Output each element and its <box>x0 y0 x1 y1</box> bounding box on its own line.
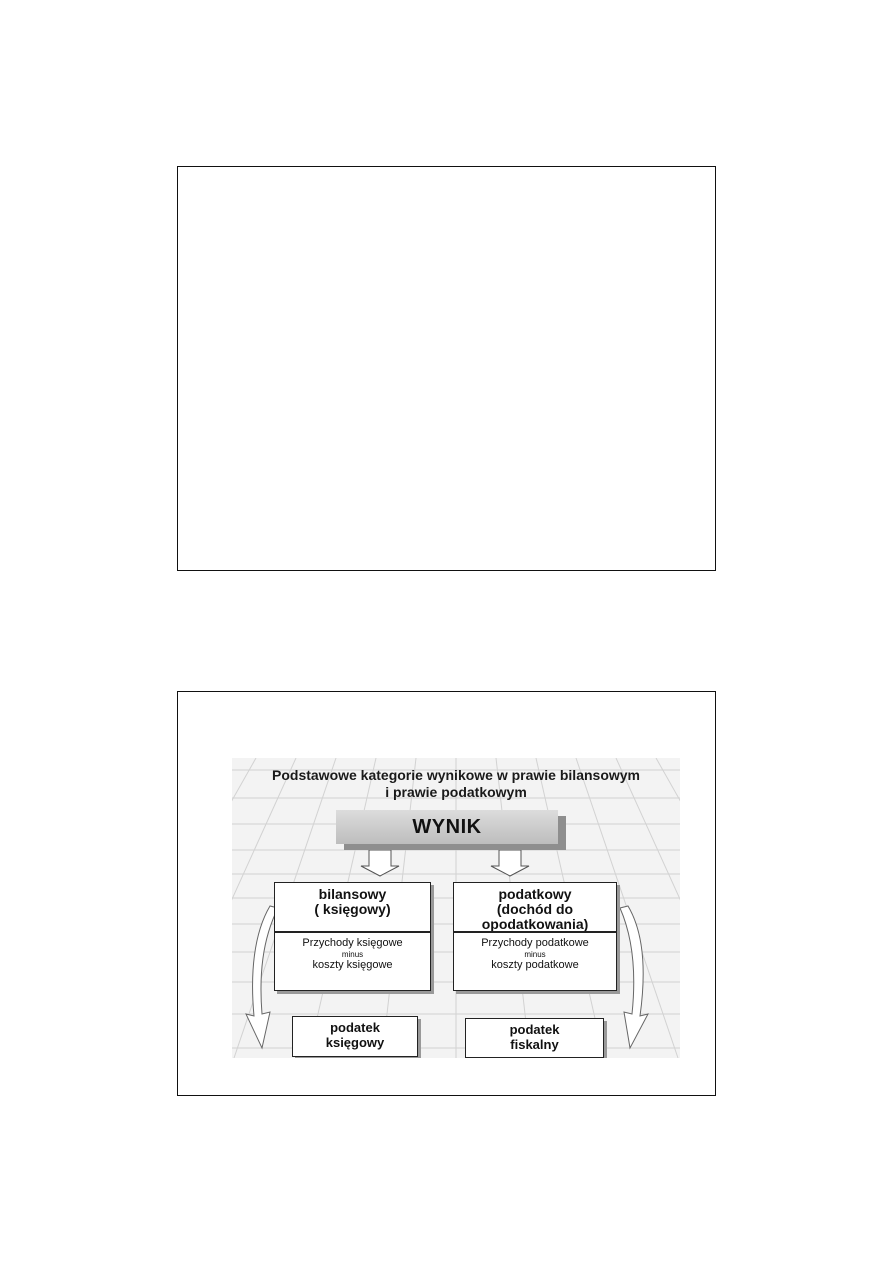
tax-result-sublabel-2: opodatkowania) <box>481 916 589 932</box>
down-arrow-icon <box>361 850 399 876</box>
curved-right-arrow-icon <box>620 906 648 1048</box>
balance-minus-label: minus <box>341 950 364 959</box>
tax-minus-label: minus <box>524 950 546 959</box>
balance-calculation-box <box>274 932 431 991</box>
balance-costs-label: koszty księgowe <box>312 959 393 971</box>
tax-result-sublabel-1: (dochód do <box>496 901 574 917</box>
diagram-title-line1: Podstawowe kategorie wynikowe w prawie bilansowym <box>272 767 640 783</box>
accounting-tax-label-1: podatek <box>330 1020 380 1035</box>
balance-result-label: bilansowy <box>318 886 387 902</box>
tax-result-label: podatkowy <box>498 886 572 902</box>
fiscal-tax-box <box>465 1018 604 1058</box>
tax-revenue-label: Przychody podatkowe <box>481 937 589 949</box>
accounting-tax-label-2: księgowy <box>325 1035 385 1050</box>
result-categories-diagram <box>232 758 680 1058</box>
balance-revenue-label: Przychody księgowe <box>302 937 403 949</box>
blank-slide-frame <box>177 166 716 571</box>
balance-result-box <box>274 882 431 932</box>
fiscal-tax-label-1: podatek <box>509 1022 560 1037</box>
tax-costs-label: koszty podatkowe <box>491 959 579 971</box>
diagram-title-line2: i prawie podatkowym <box>385 784 527 800</box>
wynik-banner: WYNIK <box>336 810 558 844</box>
tax-result-box <box>453 882 617 932</box>
tax-calculation-box <box>453 932 617 991</box>
fiscal-tax-label-2: fiskalny <box>510 1037 559 1052</box>
down-arrow-icon <box>491 850 529 876</box>
balance-result-sublabel: ( księgowy) <box>314 901 391 917</box>
accounting-tax-box <box>292 1016 418 1057</box>
